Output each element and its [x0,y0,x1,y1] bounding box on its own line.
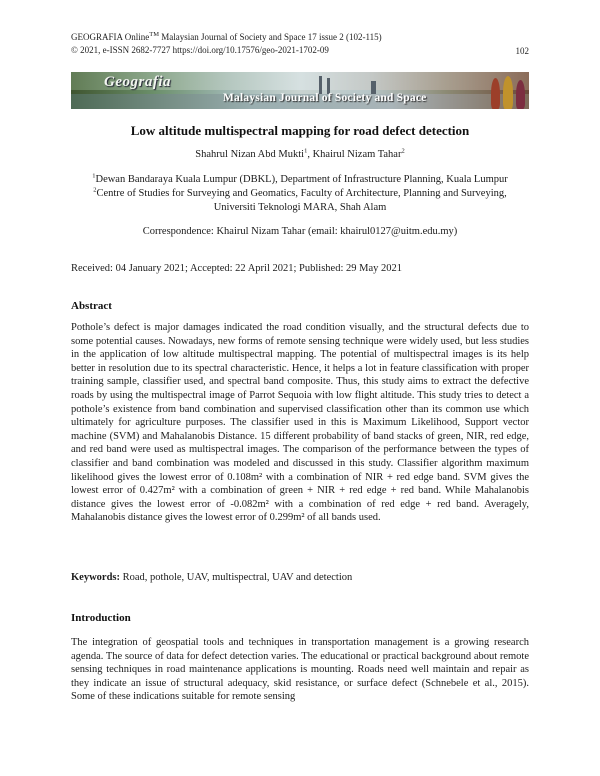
issn-doi-line: © 2021, e-ISSN 2682-7727 https://doi.org/10.17576/geo-2021-1702-09 [71,45,329,55]
banner-logo-text: Geografia [104,74,171,90]
keywords-text: Road, pothole, UAV, multispectral, UAV and detection [120,572,353,583]
affiliation-1-mark: 1 [92,172,96,180]
author-1: Shahrul Nizan Abd Mukti [195,149,305,160]
introduction-text: The integration of geospatial tools and techniques in transportation management is a growing research agenda. The source of data for defect detection varies. The educational or practical background about remote sensing techniques in road maintenance applications is mounting. Roads need well maintain and repair as they indicate an issue of structural adequacy, skid resistance, or surface defect (Schnebele et al., 2015). Some of these indications suitable for remote sensing [71,637,529,703]
journal-header-line [71,32,382,43]
author-separator: , [307,149,313,160]
trademark-sup: TM [149,31,159,38]
banner-figure-2 [503,76,513,109]
banner-figure-1 [491,78,500,109]
article-title: Low altitude multispectral mapping for road defect detection [130,123,470,138]
affiliation-2-text: Centre of Studies for Surveying and Geomatics, Faculty of Architecture, Planning and Surveying, [96,188,507,199]
authors-line [0,148,600,161]
keywords [71,571,529,585]
affiliation-1-text: Dewan Bandaraya Kuala Lumpur (DBKL), Department of Infrastructure Planning, Kuala Lumpur [95,174,508,185]
abstract-text: Pothole’s defect is major damages indicated the road condition visually, and the structural defects due to some potential causes. Nowadays, new forms of remote sensing technique were widely used, but less studies in the application of low altitude multispectral mapping. The potential of multispectral images is its help better in resolution due to its spectral characteristic. Hence, it helps a lot in feature classification with proper training sample, classifier used, and spectral band composite. Thus, this study aims to extract the defective roads by using the multispectral image of Parrot Sequoia with low flight altitude. This study tries to detect a pothole’s existence from band combination and supervised classification other than its common use which ultimately for agriculture purposes. The classifier used in this is Maximum Likelihood, Support vector machine (SVM) and Mahalanobis Distance. 15 different probability of band stacks of green, NIR, red edge, and red band were used as multispectral images. The comparison of the performance between the types of classifier and band combination was modeled and discussed in this study. Classifier algorithm maximum likelihood gives the lowest error of 0.108m² with a combination of NIR + red edge band. SVM gives the lowest error of 0.427m² with a combination of green + NIR + red edge + red band. While Mahalanobis distance gives the lowest error of -0.082m² with a combination of red edge + red band. Averagely, Mahalanobis distance gives the lowest error of 0.299m² of all bands used. [71,322,529,524]
affiliation-2-line2: Universiti Teknologi MARA, Shah Alam [213,202,387,213]
author-2: Khairul Nizam Tahar [312,149,402,160]
abstract-heading: Abstract [71,300,112,312]
page-number: 102 [515,46,529,56]
journal-banner [71,72,529,109]
journal-issue: Malaysian Journal of Society and Space 17 issue 2 (102-115) [159,32,382,42]
affiliation-2-mark: 2 [93,186,97,194]
correspondence: Correspondence: Khairul Nizam Tahar (email: khairul0127@uitm.edu.my) [142,226,458,237]
publication-dates: Received: 04 January 2021; Accepted: 22 April 2021; Published: 29 May 2021 [71,263,402,274]
journal-name: GEOGRAFIA Online [71,32,150,42]
author-2-affil: 2 [401,147,405,155]
author-1-affil: 1 [304,147,308,155]
banner-figure-3 [516,80,525,109]
affiliation-1 [0,173,600,186]
keywords-label: Keywords: [71,572,120,583]
introduction-heading: Introduction [71,612,131,624]
affiliation-2-line1 [0,187,600,200]
banner-subtitle: Malaysian Journal of Society and Space [223,92,427,104]
